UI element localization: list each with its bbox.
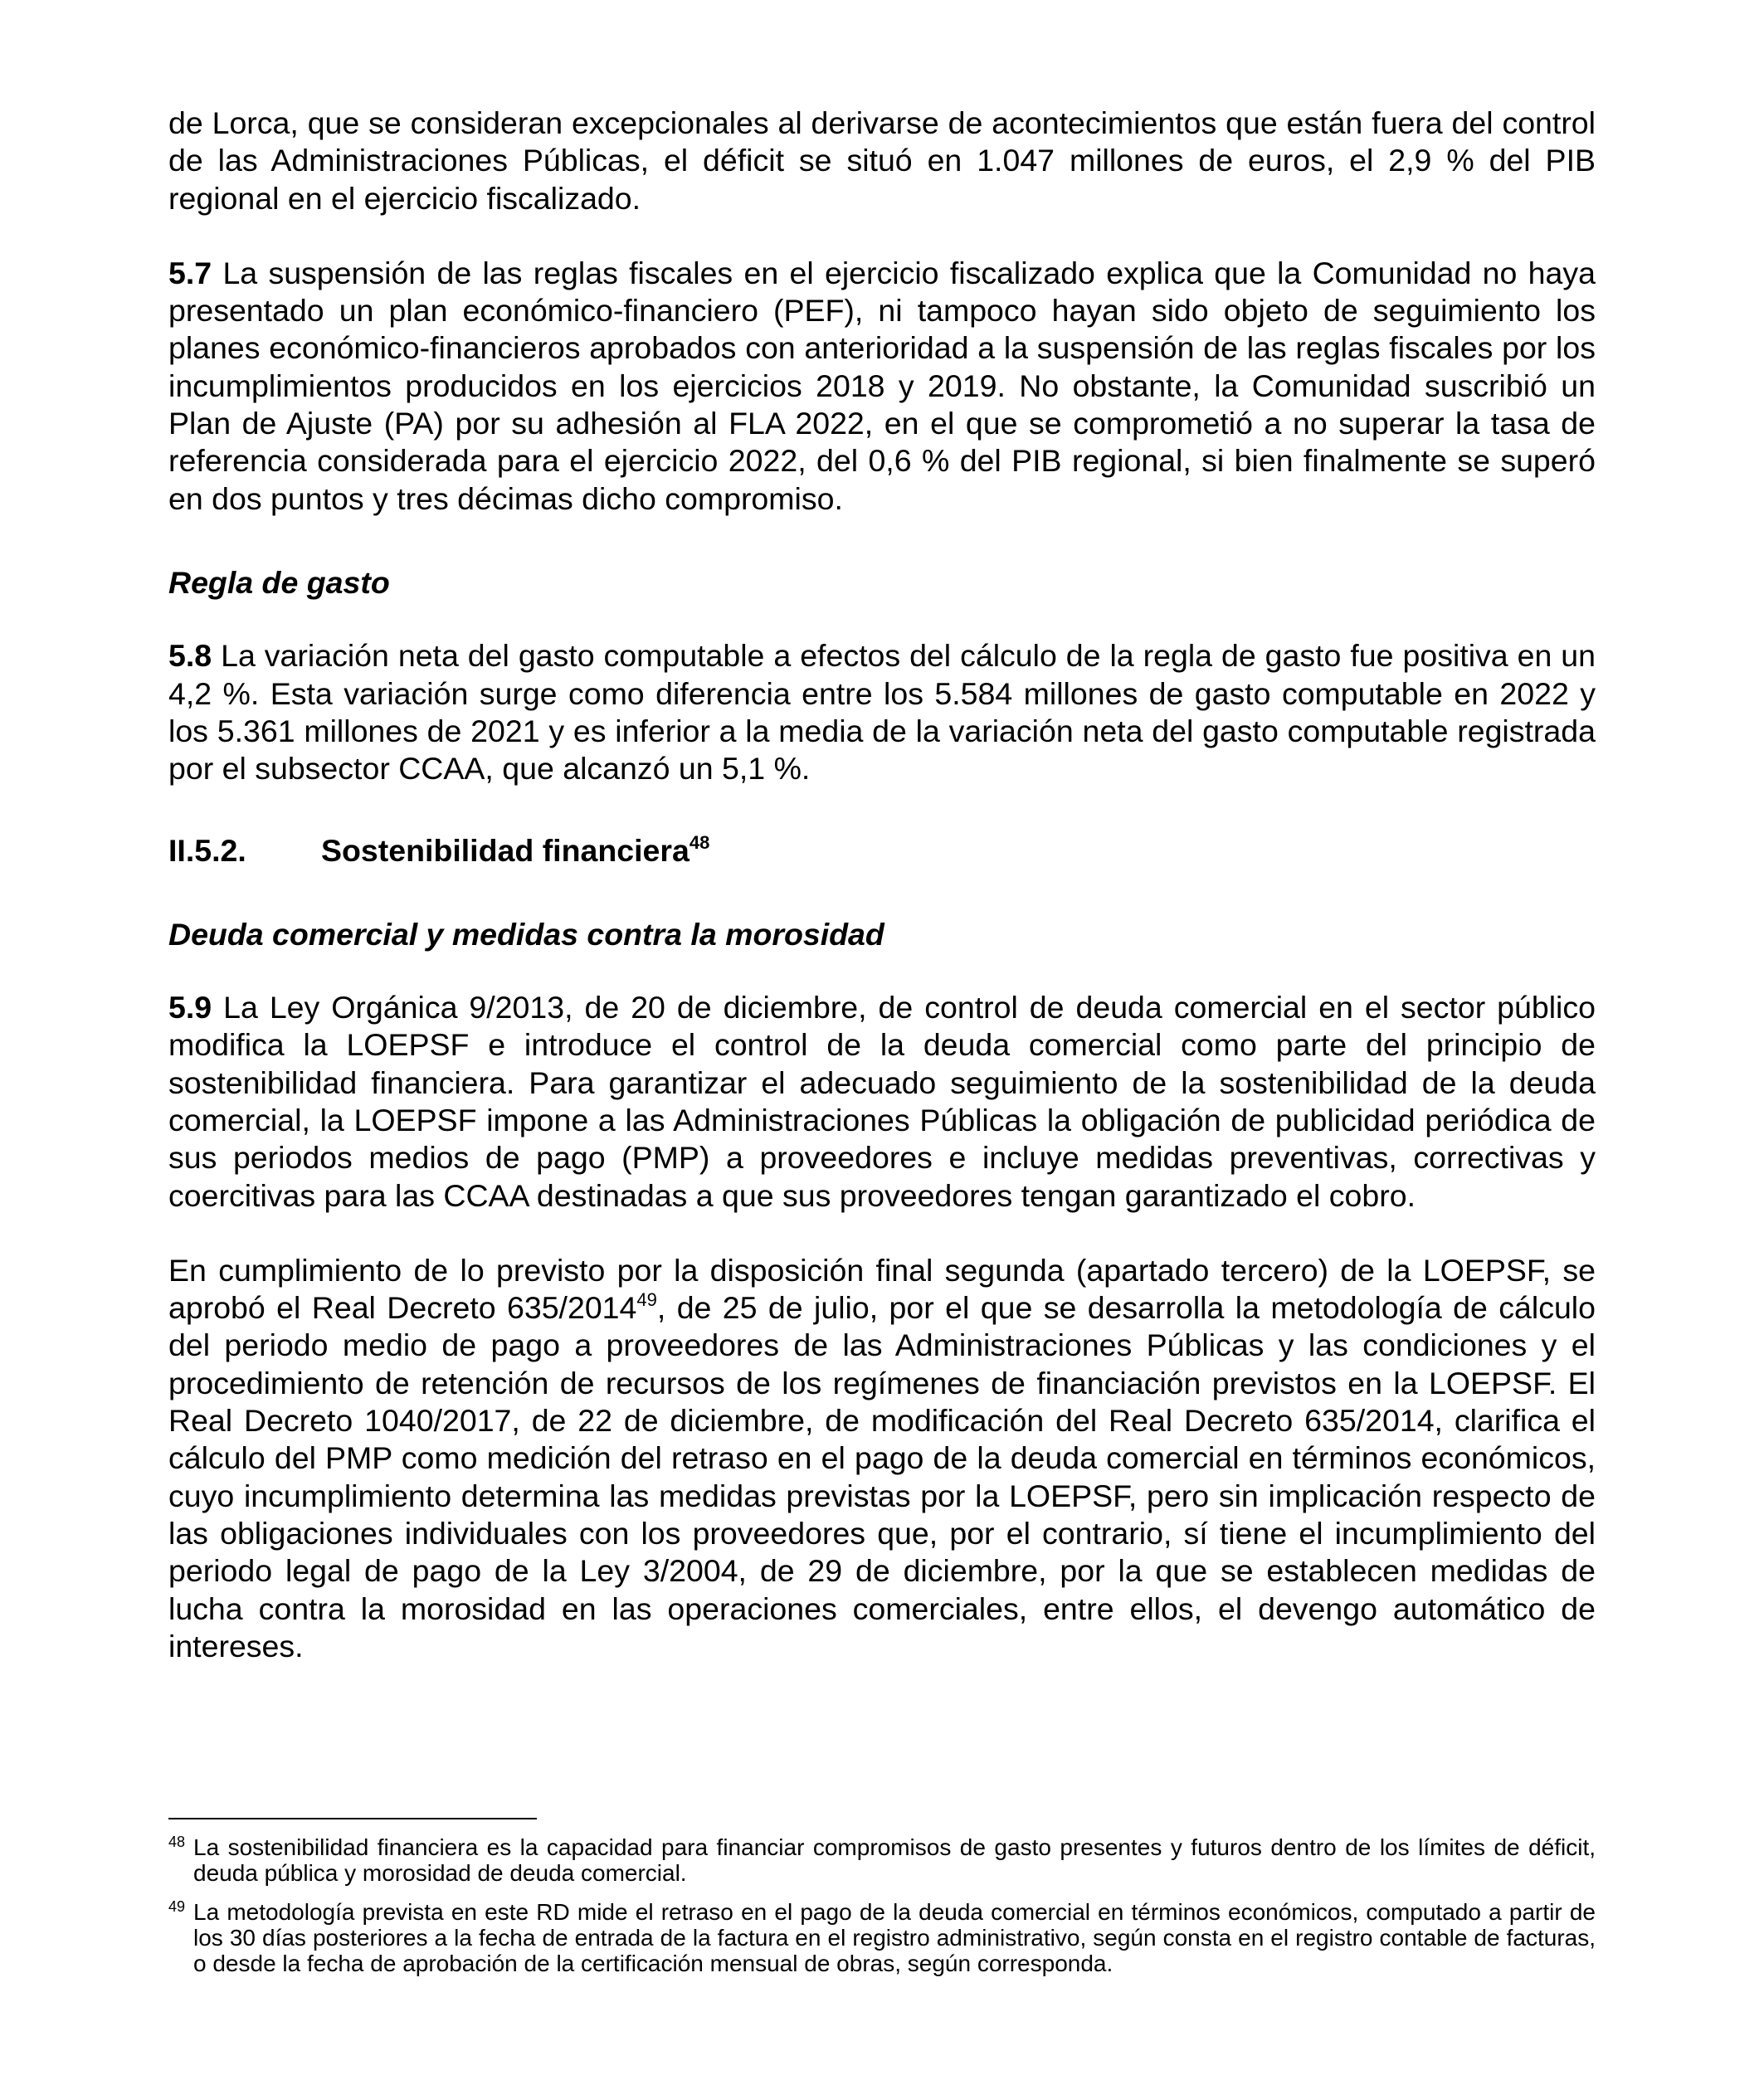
subheading-regla-de-gasto: Regla de gasto [168,564,390,600]
paragraph-number: 5.8 [168,638,212,674]
intro-paragraph: de Lorca, que se consideran excepcionales al derivarse de acontecimientos que están fuera del control de las Administraciones Públicas, el déficit se situó en 1.047 millones de euros, el 2,9 % del PIB regional en el ejercicio fiscalizado. [168,105,1596,216]
section-heading-sostenibilidad-financiera [168,832,1596,869]
footnote-separator [168,1818,537,1819]
section-number: II.5.2. [168,833,246,869]
paragraph-5-9 [168,989,1596,1215]
spacer [168,217,1596,255]
section-title: Sostenibilidad financiera$^{48}$ [321,832,710,869]
paragraph-5-8 [168,637,1596,787]
paragraph-5-7 [168,255,1596,518]
paragraph-number: 5.7 [168,255,212,290]
footnote-text: La sostenibilidad financiera es la capacidad para financiar compromisos de gasto presentes y futuros dentro de los límites de déficit, deuda pública y morosidad de deuda comercial. [193,1834,1596,1886]
spacer [168,1215,1596,1252]
footnote-mark: 48 [168,1834,186,1850]
spacer [168,870,1596,916]
footnote-text: La metodología prevista en este RD mide el retraso en el pago de la deuda comercial en términos económicos, computado a partir de los 30 días posteriores a la fecha de entrada de la factura en el registro administrativo, según consta en el registro contable de facturas, o desde la fecha de aprobación de la certificación mensual de obras, según corresponda. [193,1899,1596,1976]
spacer [168,787,1596,832]
footnote-48 [168,1834,1596,1886]
footnote-reference-48[interactable]: 48 [689,832,710,854]
paragraph-text: La Ley Orgánica 9/2013, de 20 de diciembre, de control de deuda comercial en el sector público modifica la LOEPSF e introduce el control de la deuda comercial como parte del principio de sostenibilidad financiera. Para garantizar el adecuado seguimiento de la sostenibilidad de la deuda comercial, la LOEPSF impone a las Administraciones Públicas la obligación de publicidad periódica de sus periodos medios de pago (PMP) a proveedores e incluye medidas preventivas, correctivas y coercitivas para las CCAA destinadas a que sus proveedores tengan garantizado el cobro. [168,990,1596,1213]
spacer [168,518,1596,564]
paragraph-text: En cumplimiento de lo previsto por la disposición final segunda (apartado tercero) de la LOEPSF, se aprobó el Real Decreto 635/2014 [168,1252,1596,1326]
footnote-reference-49[interactable]: 49 [636,1289,657,1311]
footnote-mark: 49 [168,1898,186,1915]
spacer [168,953,1596,989]
subheading-deuda-comercial: Deuda comercial y medidas contra la morosidad [168,916,884,952]
paragraph-text: La variación neta del gasto computable a efectos del cálculo de la regla de gasto fue positiva en un 4,2 %. Esta variación surge como diferencia entre los 5.584 millones de gasto computable en 2022 y los 5.361 millones de 2021 y es inferior a la media de la variación neta del gasto computable registrada por el subsector CCAA, que alcanzó un 5,1 %. [168,638,1596,787]
document-body [168,105,1596,1665]
paragraph-cumplimiento [168,1252,1596,1665]
paragraph-text: , de 25 de julio, por el que se desarrolla la metodología de cálculo del periodo medio de pago a proveedores de las Administraciones Públicas y las condiciones y el procedimiento de retención de recursos de los regímenes de financiación previstos en la LOEPSF. El Real Decreto 1040/2017, de 22 de diciembre, de modificación del Real Decreto 635/2014, clarifica el cálculo del PMP como medición del retraso en el pago de la deuda comercial en términos económicos, cuyo incumplimiento determina las medidas previstas por la LOEPSF, pero sin implicación respecto de las obligaciones individuales con los proveedores que, por el contrario, sí tiene el incumplimiento del periodo legal de pago de la Ley 3/2004, de 29 de diciembre, por la que se establecen medidas de lucha contra la morosidad en las operaciones comerciales, entre ellos, el devengo automático de intereses. [168,1290,1596,1663]
footnote-49 [168,1899,1596,1976]
footnotes-section [168,1818,1596,1990]
spacer [168,602,1596,637]
paragraph-text: La suspensión de las reglas fiscales en el ejercicio fiscalizado explica que la Comunidad no haya presentado un plan económico-financiero (PEF), ni tampoco hayan sido objeto de seguimiento los planes económico-financieros aprobados con anterioridad a la suspensión de las reglas fiscales por los incumplimientos producidos en los ejercicios 2018 y 2019. No obstante, la Comunidad suscribió un Plan de Ajuste (PA) por su adhesión al FLA 2022, en el que se comprometió a no superar la tasa de referencia considerada para el ejercicio 2022, del 0,6 % del PIB regional, si bien finalmente se superó en dos puntos y tres décimas dicho compromiso. [168,255,1596,516]
paragraph-number: 5.9 [168,990,212,1025]
